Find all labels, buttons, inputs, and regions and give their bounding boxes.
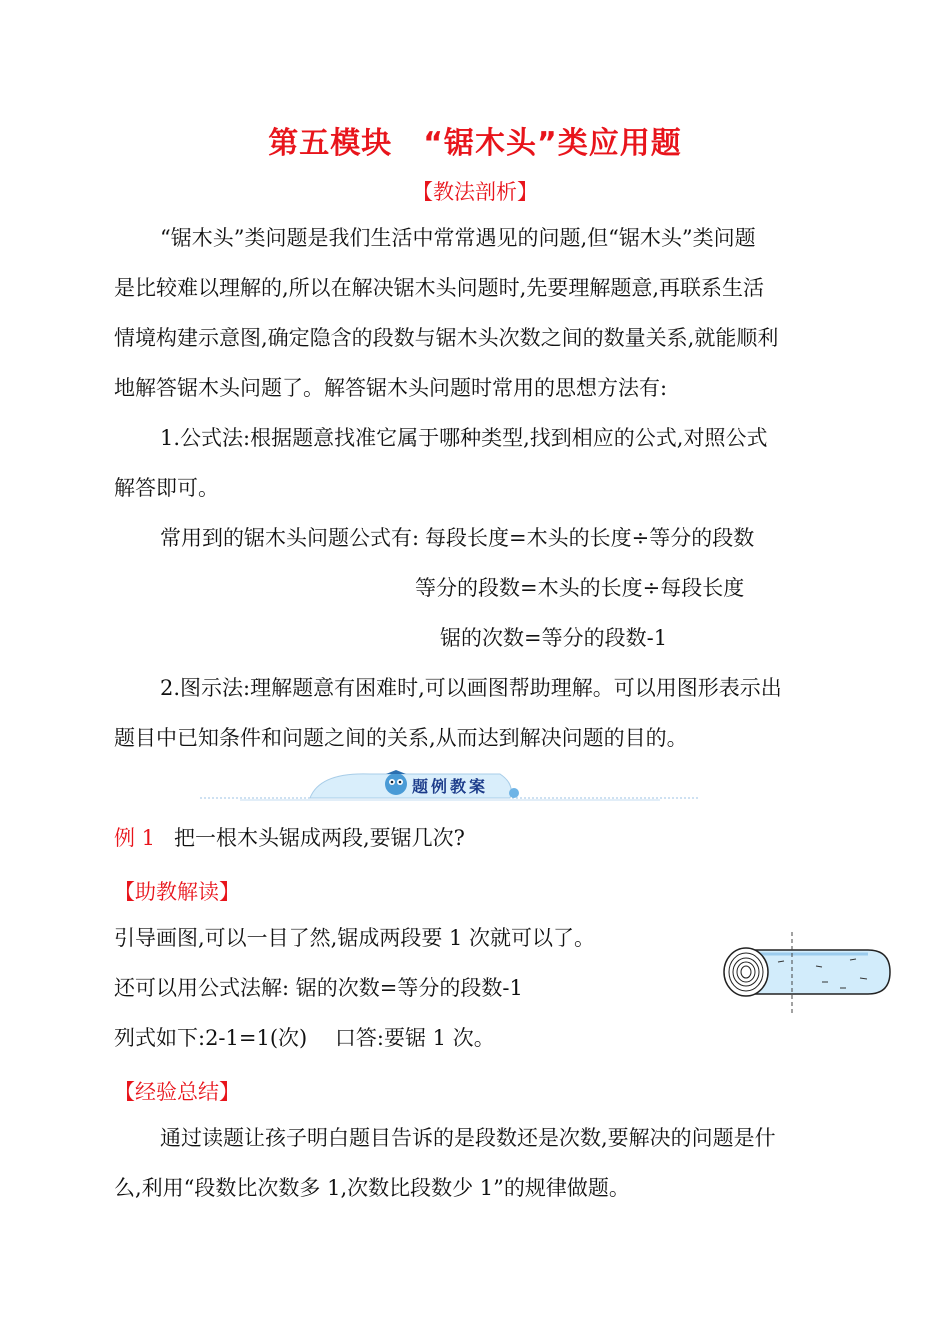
reading-line-1: 引导画图,可以一目了然,锯成两段要 1 次就可以了。: [114, 926, 596, 950]
intro-line-4: 地解答锯木头问题了。解答锯木头问题时常用的思想方法有:: [114, 376, 668, 400]
summary-line-1: 通过读题让孩子明白题目告诉的是段数还是次数,要解决的问题是什: [160, 1126, 776, 1150]
reading-line-3: 列式如下:2-1=1(次) 口答:要锯 1 次。: [114, 1026, 495, 1050]
intro-line-1: “锯木头”类问题是我们生活中常常遇见的问题,但“锯木头”类问题: [160, 226, 756, 250]
banner-title: 题例教案: [412, 777, 489, 796]
summary-line-2: 么,利用“段数比次数多 1,次数比段数少 1”的规律做题。: [114, 1176, 630, 1200]
section-assistant-reading: 【助教解读】: [114, 880, 240, 904]
formula-3: 锯的次数=等分的段数-1: [440, 626, 668, 650]
log-illustration: [718, 932, 896, 1018]
bubble-icon: [509, 788, 519, 798]
formulas-lead: 常用到的锯木头问题公式有:: [160, 526, 420, 550]
owl-icon: [385, 770, 407, 795]
example-question: 把一根木头锯成两段,要锯几次?: [174, 826, 465, 850]
method2-line-1: 2.图示法:理解题意有困难时,可以画图帮助理解。可以用图形表示出: [160, 676, 782, 700]
example-label: 例 1: [114, 826, 156, 850]
method1-line-2: 解答即可。: [114, 476, 219, 500]
section-experience-summary: 【经验总结】: [114, 1080, 240, 1104]
intro-line-3: 情境构建示意图,确定隐含的段数与锯木头次数之间的数量关系,就能顺利: [114, 326, 779, 350]
method2-line-2: 题目中已知条件和问题之间的关系,从而达到解决问题的目的。: [114, 726, 688, 750]
formula-1: 每段长度=木头的长度÷等分的段数: [425, 526, 755, 550]
section-method-analysis: 【教法剖析】: [412, 180, 538, 204]
formula-2: 等分的段数=木头的长度÷每段长度: [415, 576, 745, 600]
method1-line-1: 1.公式法:根据题意找准它属于哪种类型,找到相应的公式,对照公式: [160, 426, 768, 450]
page-title: 第五模块 “锯木头”类应用题: [268, 126, 682, 161]
intro-line-2: 是比较难以理解的,所以在解决锯木头问题时,先要理解题意,再联系生活: [114, 276, 765, 300]
reading-line-2: 还可以用公式法解: 锯的次数=等分的段数-1: [114, 976, 523, 1000]
